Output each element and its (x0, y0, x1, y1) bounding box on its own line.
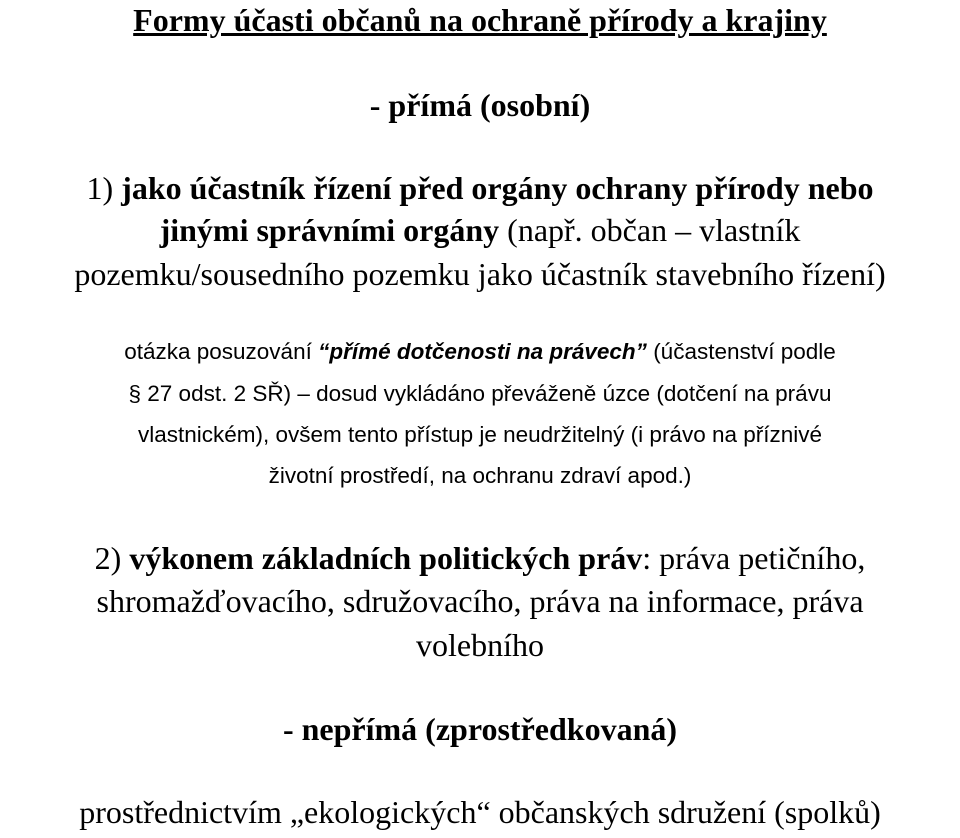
item2-line1 (0, 540, 960, 577)
item2-number: 2) (94, 540, 130, 576)
item1-number: 1) (86, 170, 122, 206)
note-line2: § 27 odst. 2 SŘ) – dosud vykládáno převáženě úzce (dotčení na právu (128, 381, 832, 406)
item1-bold-text: jako účastník řízení před orgány ochrany přírody nebo (121, 170, 874, 206)
page-title: Formy účasti občanů na ochraně přírody a krajiny (133, 2, 827, 38)
item2-rest: : práva petičního, (642, 540, 866, 576)
note-line1 (0, 339, 960, 365)
item1-bold-text-2: jinými správními orgány (159, 212, 500, 248)
note-line3: vlastnickém), ovšem tento přístup je neudržitelný (i právo na příznivé (137, 422, 823, 447)
item1-line3: pozemku/sousedního pozemku jako účastník stavebního řízení) (74, 256, 886, 292)
item2-line3: volebního (416, 627, 544, 663)
direct-heading: - přímá (osobní) (369, 87, 591, 123)
item1-line2 (0, 212, 960, 249)
item2-line2: shromažďovacího, sdružovacího, práva na informace, práva (96, 583, 864, 619)
item1-line1 (0, 170, 960, 207)
item1-rest: (např. občan – vlastník (499, 212, 801, 248)
indirect-text: prostřednictvím „ekologických“ občanských sdružení (spolků) (79, 794, 881, 830)
indirect-heading: - nepřímá (zprostředkovaná) (282, 711, 678, 747)
note-post: (účastenství podle (646, 339, 836, 364)
note-emphasis: “přímé dotčenosti na právech” (318, 339, 647, 364)
item2-bold-text: výkonem základních politických práv (129, 540, 643, 576)
note-line4: životní prostředí, na ochranu zdraví apod.) (268, 463, 692, 488)
note-pre: otázka posuzování (124, 339, 319, 364)
